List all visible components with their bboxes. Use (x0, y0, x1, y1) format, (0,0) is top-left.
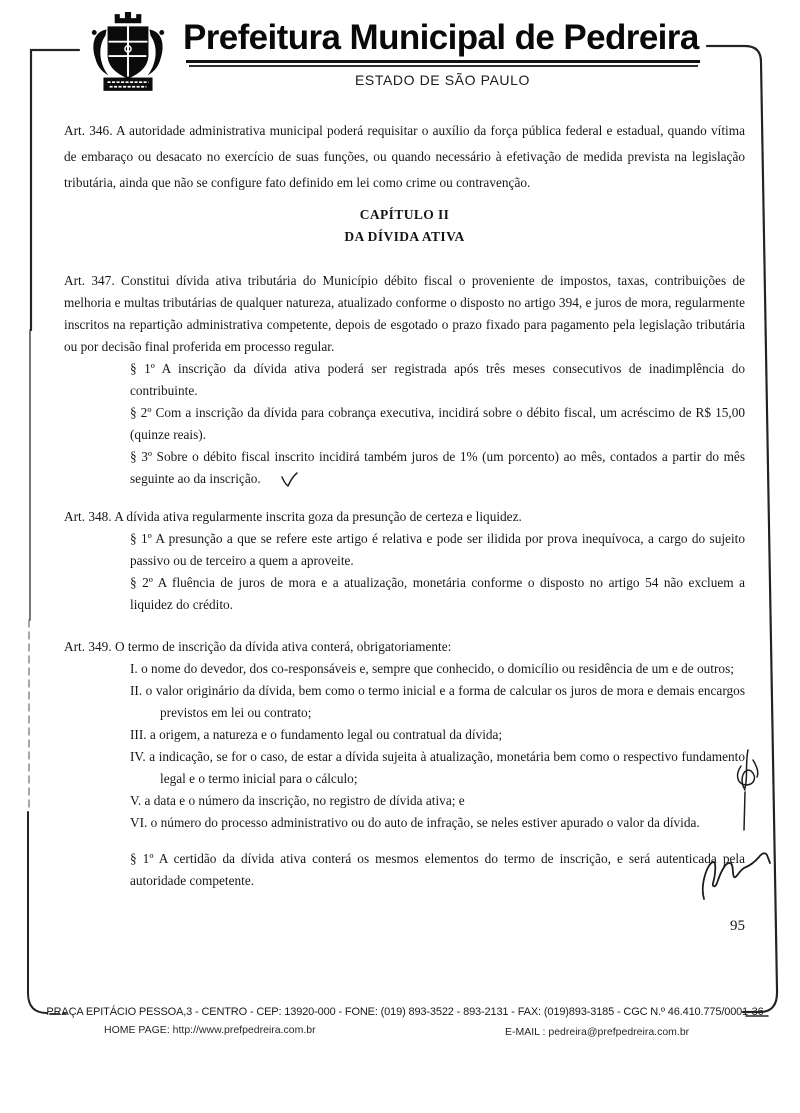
article-349-item-vi: VI. o número do processo administrativo ou do auto de infração, se neles estiver apurado o valor da dívida. (130, 815, 700, 830)
article-349-par-1: § 1º A certidão da dívida ativa conterá os mesmos elementos do termo de inscrição, e será autenticada pela autoridade competente. (130, 851, 745, 888)
page-subtitle: ESTADO DE SÃO PAULO (354, 72, 531, 88)
article-349-item-ii: II. o valor originário da dívida, bem como o termo inicial e a forma de calcular os juros de mora e demais encargos previstos em lei ou contrato; (130, 683, 745, 720)
page-title: Prefeitura Municipal de Pedreira (183, 18, 699, 57)
article-347-par-3: § 3º Sobre o débito fiscal inscrito incidirá também juros de 1% (um porcento) ao mês, contados a partir do mês seguinte ao da inscrição. (130, 449, 745, 486)
article-348-par-1: § 1º A presunção a que se refere este artigo é relativa e pode ser ilidida por prova inequívoca, a cargo do sujeito passivo ou de terceiro a quem a aproveite. (130, 531, 745, 568)
article-349-item-iv: IV. a indicação, se for o caso, de estar a dívida sujeita à atualização, monetária bem como o respectivo fundamento legal e o termo inicial para o cálculo; (130, 749, 745, 786)
article-347-par-2: § 2º Com a inscrição da dívida para cobrança executiva, incidirá sobre o débito fiscal, um acréscimo de R$ 15,00 (quinze reais). (130, 405, 745, 442)
chapter-subheading: DA DÍVIDA ATIVA (344, 229, 465, 244)
footer-homepage: HOME PAGE: http://www.prefpedreira.com.br (104, 1024, 316, 1036)
article-347: Art. 347. Constitui dívida ativa tributária do Município débito fiscal o proveniente de impostos, taxas, contribuições de melhoria e multas tributárias de qualquer natureza, atualizado conforme o disposto no artigo 394, e juros de mora, regularmente inscritos na repartição administrativa competente, depois de esgotado o prazo fixado para pagamento pela legislação tributária ou por decisão final proferida em processo regular. (64, 273, 745, 354)
chapter-heading: CAPÍTULO II (359, 207, 450, 222)
page-number: 95 (730, 918, 745, 934)
document-body (64, 118, 745, 892)
footer-address-line: PRAÇA EPITÁCIO PESSOA,3 - CENTRO - CEP: 13920-000 - FONE: (019) 893-3522 - 893-2131 - FAX: (019)893-3185 - CGC N.º 46.410.775/0001-36 (46, 1006, 764, 1018)
title-underline (186, 60, 700, 63)
article-349: Art. 349. O termo de inscrição da dívida ativa conterá, obrigatoriamente: (64, 639, 452, 654)
title-underline-2 (189, 65, 698, 67)
municipal-coat-of-arms-icon (86, 10, 170, 98)
article-349-item-v: V. a data e o número da inscrição, no registro de dívida ativa; e (130, 793, 465, 808)
article-348: Art. 348. A dívida ativa regularmente inscrita goza da presunção de certeza e liquidez. (64, 509, 522, 524)
article-349-item-i: I. o nome do devedor, dos co-responsáveis e, sempre que conhecido, o domicílio ou residência de um e de outros; (130, 661, 734, 676)
article-347-par-1: § 1º A inscrição da dívida ativa poderá ser registrada após três meses consecutivos de inadimplência do contribuinte. (130, 361, 745, 398)
article-348-par-2: § 2º A fluência de juros de mora e a atualização, monetária conforme o disposto no artigo 54 não excluem a liquidez do crédito. (130, 575, 745, 612)
footer-email: E-MAIL : pedreira@prefpedreira.com.br (505, 1026, 690, 1038)
article-346: Art. 346. A autoridade administrativa municipal poderá requisitar o auxílio da força pública federal e estadual, quando vítima de embaraço ou desacato no exercício de suas funções, ou quando necessário à efetivação de medida prevista na legislação tributária, ainda que não se configure fato definido em lei como crime ou contravenção. (64, 123, 745, 190)
article-349-item-iii: III. a origem, a natureza e o fundamento legal ou contratual da dívida; (130, 727, 503, 742)
